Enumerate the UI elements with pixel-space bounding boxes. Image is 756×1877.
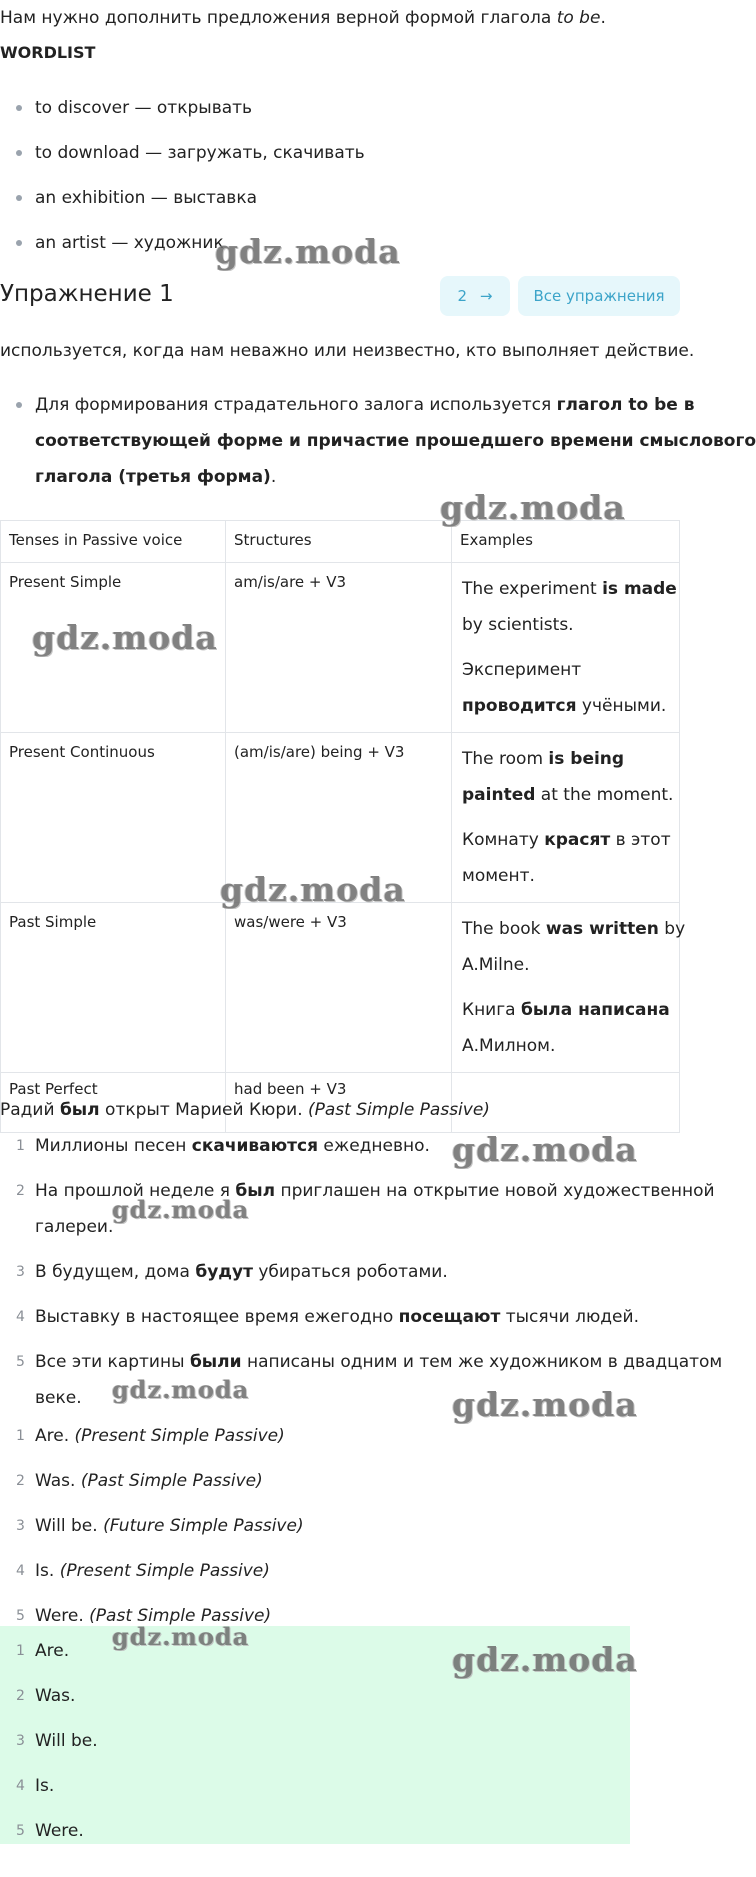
list-number: 2 <box>16 1688 25 1704</box>
table-row: Present Simple <box>0 563 226 733</box>
watermark-logo: gdz.moda <box>32 618 218 657</box>
table-cell: (am/is/are) being + V3 <box>226 733 452 903</box>
example-en: by scientists. <box>462 615 574 635</box>
intro-text: Нам нужно дополнить предложения верной формой глагола to be. <box>0 8 606 28</box>
table-cell: had been + V3 <box>226 1073 452 1133</box>
wordlist-title: WORDLIST <box>0 43 96 62</box>
arrow-right-icon: → <box>479 287 493 305</box>
example-ru: А.Милном. <box>462 1036 556 1056</box>
example-en: The experiment is made <box>462 579 677 599</box>
list-number: 1 <box>16 1138 25 1154</box>
wordlist-item: to download — загружать, скачивать <box>35 143 365 163</box>
list-item: На прошлой неделе я был приглашен на открытие новой художественной <box>35 1181 715 1201</box>
passive-tenses-table <box>0 520 686 1098</box>
answer-item: Were. <box>35 1821 84 1841</box>
next-exercise-button[interactable] <box>440 276 510 316</box>
list-number: 4 <box>16 1309 25 1325</box>
watermark-logo: gdz.moda <box>220 870 406 909</box>
example-en: A.Milne. <box>462 955 530 975</box>
watermark-logo: gdz.moda <box>112 1375 250 1404</box>
table-row: Present Continuous <box>0 733 226 903</box>
answer-item: Was. (Past Simple Passive) <box>35 1471 263 1491</box>
exercise-title: Упражнение 1 <box>0 281 174 307</box>
table-header-cell: Structures <box>226 521 452 563</box>
example-ru: момент. <box>462 866 535 886</box>
list-item-continuation: галереи. <box>35 1217 114 1237</box>
rule-line-2: соответствующей форме и причастие прошедшего времени смыслового <box>35 431 756 451</box>
list-item: Миллионы песен скачиваются ежедневно. <box>35 1136 430 1156</box>
answer-item: Will be. <box>35 1731 98 1751</box>
list-item: Выставку в настоящее время ежегодно посещают тысячи людей. <box>35 1307 639 1327</box>
bullet-dot <box>16 402 22 408</box>
example-ru: Комнату красят в этот <box>462 830 671 850</box>
table-header-cell: Examples <box>452 521 680 563</box>
list-number: 3 <box>16 1518 25 1534</box>
list-number: 1 <box>16 1428 25 1444</box>
watermark-logo: gdz.moda <box>452 1130 638 1169</box>
watermark-logo: gdz.moda <box>215 232 401 271</box>
bullet-dot <box>16 150 22 156</box>
watermark-logo: gdz.moda <box>112 1195 250 1224</box>
wordlist-item: an exhibition — выставка <box>35 188 258 208</box>
list-number: 2 <box>16 1473 25 1489</box>
watermark-logo: gdz.moda <box>440 488 626 527</box>
answer-item: Will be. (Future Simple Passive) <box>35 1516 304 1536</box>
bullet-dot <box>16 240 22 246</box>
bullet-dot <box>16 105 22 111</box>
list-item-continuation: веке. <box>35 1388 82 1408</box>
example-sentence: Радий был открыт Марией Кюри. (Past Simple Passive) <box>0 1100 490 1120</box>
bullet-dot <box>16 195 22 201</box>
list-number: 5 <box>16 1608 25 1624</box>
rule-line-3: глагола (третья форма). <box>35 467 277 487</box>
watermark-logo: gdz.moda <box>452 1640 638 1679</box>
example-ru: проводится учёными. <box>462 696 667 716</box>
list-number: 4 <box>16 1563 25 1579</box>
list-number: 3 <box>16 1733 25 1749</box>
example-en: painted at the moment. <box>462 785 674 805</box>
list-item: Все эти картины были написаны одним и тем же художником в двадцатом <box>35 1352 723 1372</box>
answer-item: Is. <box>35 1776 55 1796</box>
list-number: 5 <box>16 1354 25 1370</box>
example-en: The book was written by <box>462 919 686 939</box>
list-number: 5 <box>16 1823 25 1839</box>
watermark-logo: gdz.moda <box>452 1385 638 1424</box>
table-row: Past Perfect <box>0 1073 226 1133</box>
list-number: 3 <box>16 1264 25 1280</box>
table-header-cell: Tenses in Passive voice <box>0 521 226 563</box>
answer-item: Is. (Present Simple Passive) <box>35 1561 270 1581</box>
next-exercise-label: 2 <box>457 287 468 305</box>
answer-item: Was. <box>35 1686 76 1706</box>
table-cell: was/were + V3 <box>226 903 452 1073</box>
wordlist-item: an artist — художник <box>35 233 224 253</box>
watermark-logo: gdz.moda <box>112 1622 250 1651</box>
answer-item: Are. <box>35 1641 70 1661</box>
rule-line-1: Для формирования страдательного залога используется глагол to be в <box>35 395 695 415</box>
answer-item: Are. (Present Simple Passive) <box>35 1426 285 1446</box>
list-number: 2 <box>16 1183 25 1199</box>
example-ru: Книга была написана <box>462 1000 670 1020</box>
table-row: Past Simple <box>0 903 226 1073</box>
passive-description: используется, когда нам неважно или неизвестно, кто выполняет действие. <box>0 341 695 361</box>
wordlist-item: to discover — открывать <box>35 98 253 118</box>
list-item: В будущем, дома будут убираться роботами. <box>35 1262 448 1282</box>
list-number: 1 <box>16 1643 25 1659</box>
all-exercises-button[interactable]: Все упражнения <box>518 276 680 316</box>
table-cell: am/is/are + V3 <box>226 563 452 733</box>
example-ru: Эксперимент <box>462 660 582 680</box>
answer-item: Were. (Past Simple Passive) <box>35 1606 272 1626</box>
example-en: The room is being <box>462 749 625 769</box>
list-number: 4 <box>16 1778 25 1794</box>
